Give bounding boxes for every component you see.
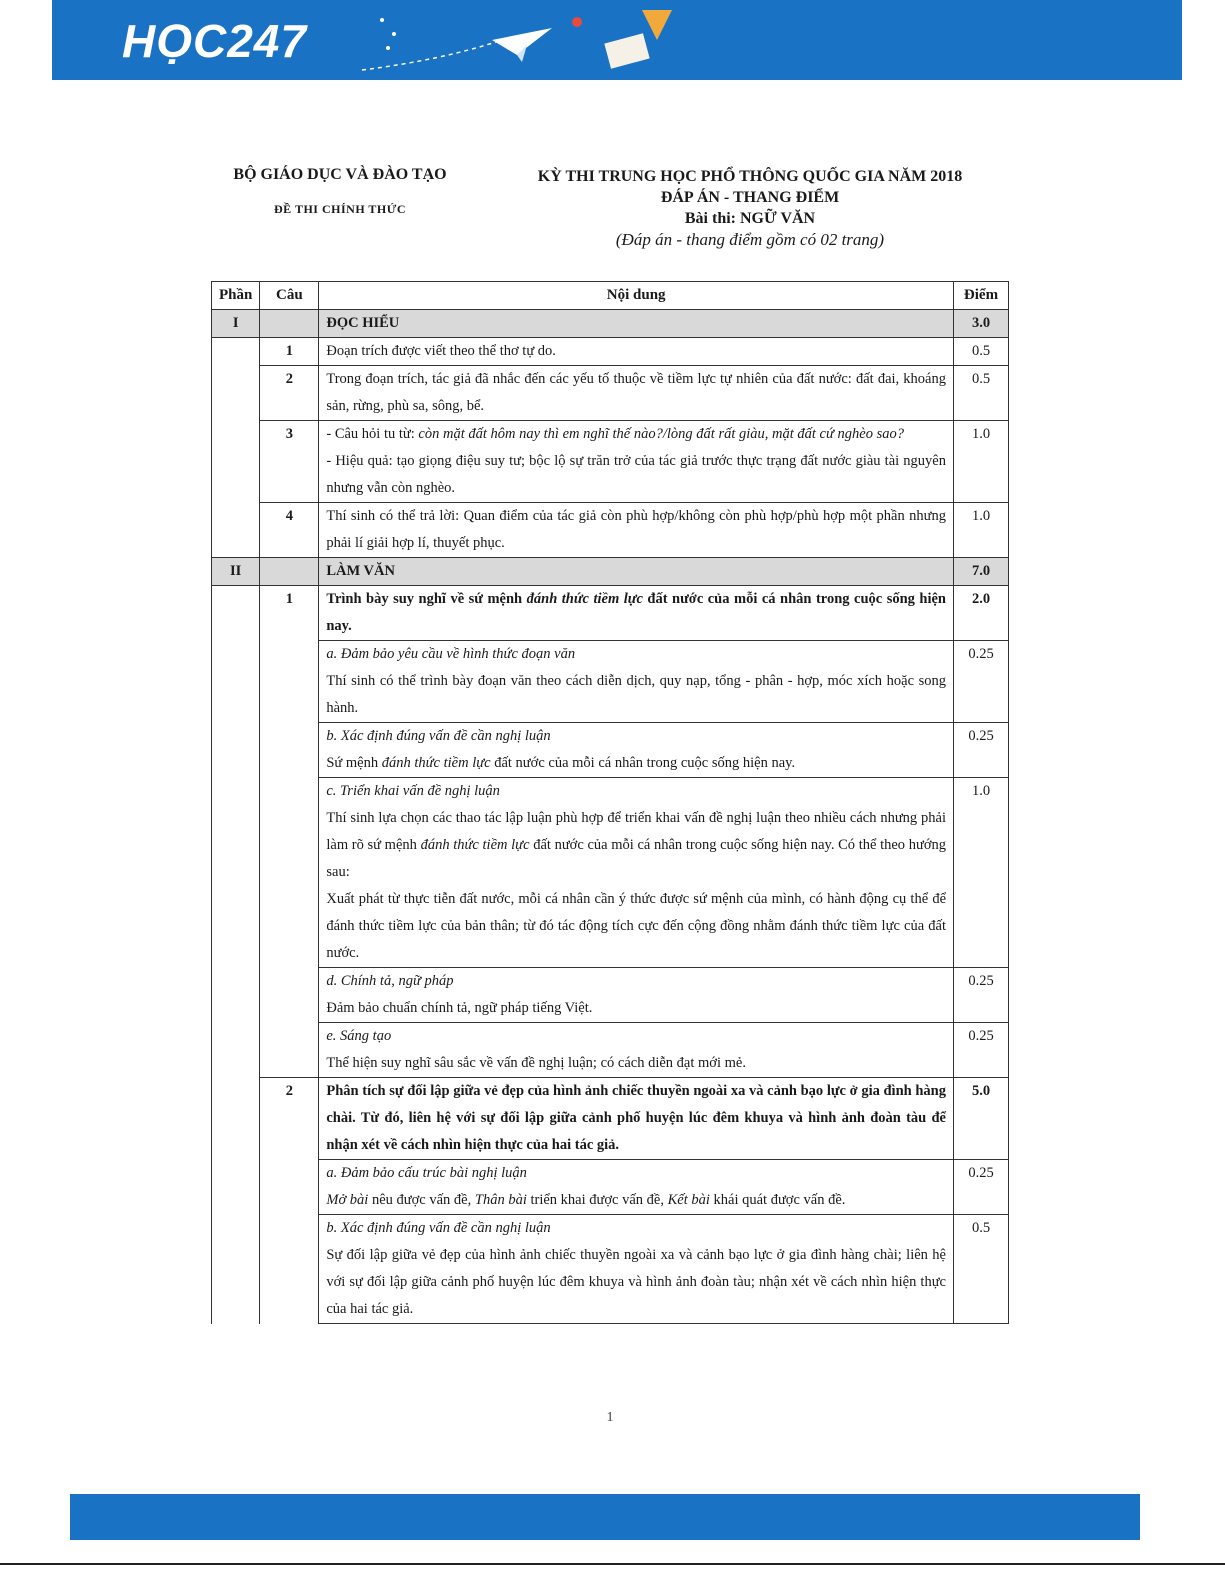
question-number: 2 [260, 366, 319, 421]
official-exam-label: ĐỀ THI CHÍNH THỨC [274, 202, 406, 216]
table-row [212, 421, 1009, 503]
score-cell: 0.25 [954, 641, 1009, 723]
footer-bar [70, 1494, 1140, 1540]
score-cell: 0.5 [954, 366, 1009, 421]
score-cell: 0.25 [954, 723, 1009, 778]
answer-text: Trong đoạn trích, tác giả đã nhắc đến các yếu tố thuộc về tiềm lực tự nhiên của đất nước: đất đai, khoáng sản, rừng, phù sa, sông, bể. [319, 366, 954, 421]
ministry-name: BỘ GIÁO DỤC VÀ ĐÀO TẠO [233, 166, 447, 183]
criterion [319, 1215, 954, 1324]
section-title: LÀM VĂN [319, 558, 954, 586]
score-cell: 1.0 [954, 503, 1009, 558]
section-part: II [212, 558, 260, 586]
criterion-title: e. Sáng tạo [326, 1028, 392, 1044]
criterion-title: c. Triển khai vấn đề nghị luận [326, 783, 500, 799]
answer-prefix: - Câu hỏi tu từ: [326, 426, 419, 442]
criterion-text: Thí sinh có thể trình bày đoạn văn theo cách diễn dịch, quy nạp, tổng - phân - hợp, móc xích hoặc song hành. [326, 673, 946, 716]
criterion [319, 641, 954, 723]
answer-text: Đoạn trích được viết theo thể thơ tự do. [319, 338, 954, 366]
answer-quote: còn mặt đất hôm nay thì em nghĩ thế nào?/lòng đất rất giàu, mặt đất cứ nghèo sao? [418, 426, 904, 442]
criterion-title: b. Xác định đúng vấn đề cần nghị luận [326, 728, 551, 744]
table-row [212, 778, 1009, 968]
hoc247-logo: HỌC247 [122, 15, 307, 67]
criterion [319, 1023, 954, 1078]
table-row [212, 338, 1009, 366]
criterion-title: b. Xác định đúng vấn đề cần nghị luận [326, 1220, 551, 1236]
criterion-text: Sự đối lập giữa vẻ đẹp của hình ảnh chiếc thuyền ngoài xa và cảnh bạo lực ở gia đình hàng chài; liên hệ với sự đối lập giữa cảnh phố huyện lúc đêm khuya và hình ảnh đoàn tàu; nhận xét về cách nhìn hiện thực của hai tác giả. [326, 1247, 946, 1317]
exam-title: KỲ THI TRUNG HỌC PHỔ THÔNG QUỐC GIA NĂM 2018 [537, 168, 963, 185]
criterion: b. Xác định đúng vấn đề cần nghị luận Sứ mệnh đánh thức tiềm lực đất nước của mỗi cá nhân trong cuộc sống hiện nay. [319, 723, 954, 778]
answer-effect: - Hiệu quả: tạo giọng điệu suy tư; bộc lộ sự trăn trở của tác giả trước thực trạng đất nước giàu tài nguyên nhưng vẫn còn nghèo. [326, 453, 946, 496]
table-row [212, 1023, 1009, 1078]
col-header-question: Câu [260, 282, 319, 310]
page-count-note: (Đáp án - thang điểm gồm có 02 trang) [615, 230, 885, 249]
question-number: 4 [260, 503, 319, 558]
criterion-title: d. Chính tả, ngữ pháp [326, 973, 454, 989]
answer-text [319, 421, 954, 503]
section-title: ĐỌC HIỂU [319, 310, 954, 338]
table-header-row [212, 282, 1009, 310]
col-header-content: Nội dung [319, 282, 954, 310]
criterion-title: a. Đảm bảo cấu trúc bài nghị luận [326, 1165, 527, 1181]
table-row [212, 1160, 1009, 1215]
question-prompt: Phân tích sự đối lập giữa vẻ đẹp của hình ảnh chiếc thuyền ngoài xa và cảnh bạo lực ở gia đình hàng chài. Từ đó, liên hệ với sự đối lập giữa cảnh phố huyện lúc đêm khuya và hình ảnh đoàn tàu để nhận xét về cách nhìn hiện thực của hai tác giả. [319, 1078, 954, 1160]
score-cell: 0.25 [954, 968, 1009, 1023]
score-cell: 2.0 [954, 586, 1009, 641]
section-score: 7.0 [954, 558, 1009, 586]
doc-type: ĐÁP ÁN - THANG ĐIỂM [660, 189, 840, 206]
question-number: 1 [260, 586, 319, 1078]
question-prompt: Trình bày suy nghĩ về sứ mệnh đánh thức tiềm lực đất nước của mỗi cá nhân trong cuộc sống hiện nay. [319, 586, 954, 641]
page-number: 1 [606, 1410, 614, 1425]
score-cell: 0.5 [954, 1215, 1009, 1324]
question-number: 1 [260, 338, 319, 366]
criterion-text: Xuất phát từ thực tiễn đất nước, mỗi cá nhân cần ý thức được sứ mệnh của mình, có hành động cụ thể để đánh thức tiềm lực của bản thân; từ đó tác động tích cực đến cộng đồng nhằm đánh thức tiềm lực của đất nước. [326, 891, 946, 961]
header-right [500, 166, 1000, 250]
table-row [212, 723, 1009, 778]
col-header-part: Phần [212, 282, 260, 310]
question-number: 2 [260, 1078, 319, 1324]
score-cell: 1.0 [954, 421, 1009, 503]
criterion: a. Đảm bảo cấu trúc bài nghị luận Mở bài nêu được vấn đề, Thân bài triển khai được vấn đề, Kết bài khái quát được vấn đề. [319, 1160, 954, 1215]
table-row [212, 641, 1009, 723]
table-row [212, 586, 1009, 641]
question-number: 3 [260, 421, 319, 503]
criterion [319, 968, 954, 1023]
top-banner [52, 0, 1182, 80]
table-row [212, 1215, 1009, 1324]
bottom-rule [0, 1563, 1225, 1565]
table-row [212, 1078, 1009, 1160]
section-score: 3.0 [954, 310, 1009, 338]
subject: Bài thi: NGỮ VĂN [684, 210, 816, 227]
answer-key-table [211, 281, 1009, 1324]
criterion-title: a. Đảm bảo yêu cầu về hình thức đoạn văn [326, 646, 576, 662]
section-row-lam-van [212, 558, 1009, 586]
col-header-score: Điểm [954, 282, 1009, 310]
score-cell: 0.25 [954, 1023, 1009, 1078]
score-cell: 5.0 [954, 1078, 1009, 1160]
score-cell: 0.25 [954, 1160, 1009, 1215]
criterion: c. Triển khai vấn đề nghị luận Thí sinh lựa chọn các thao tác lập luận phù hợp để triển khai vấn đề nghị luận theo nhiều cách nhưng phải làm rõ sứ mệnh đánh thức tiềm lực đất nước của mỗi cá nhân trong cuộc sống hiện nay. Có thể theo hướng sau: Xuất phát từ thực tiễn đất nước, mỗi cá nhân cần ý thức được sứ mệnh của mình, có hành động cụ thể để đánh thức tiềm lực của bản thân; từ đó tác động tích cực đến cộng đồng nhằm đánh thức tiềm lực của đất nước. [319, 778, 954, 968]
answer-text: Thí sinh có thể trả lời: Quan điểm của tác giả còn phù hợp/không còn phù hợp/phù hợp một phần nhưng phải lí giải hợp lí, thuyết phục. [319, 503, 954, 558]
table-row [212, 366, 1009, 421]
score-cell: 0.5 [954, 338, 1009, 366]
header-left [205, 166, 475, 217]
section-part: I [212, 310, 260, 338]
table-row [212, 968, 1009, 1023]
criterion-text: Đảm bảo chuẩn chính tả, ngữ pháp tiếng Việt. [326, 1000, 593, 1016]
section-row-doc-hieu [212, 310, 1009, 338]
paper-plane-icon [322, 0, 742, 80]
table-row [212, 503, 1009, 558]
criterion-text: Thể hiện suy nghĩ sâu sắc về vấn đề nghị luận; có cách diễn đạt mới mẻ. [326, 1055, 746, 1071]
score-cell: 1.0 [954, 778, 1009, 968]
